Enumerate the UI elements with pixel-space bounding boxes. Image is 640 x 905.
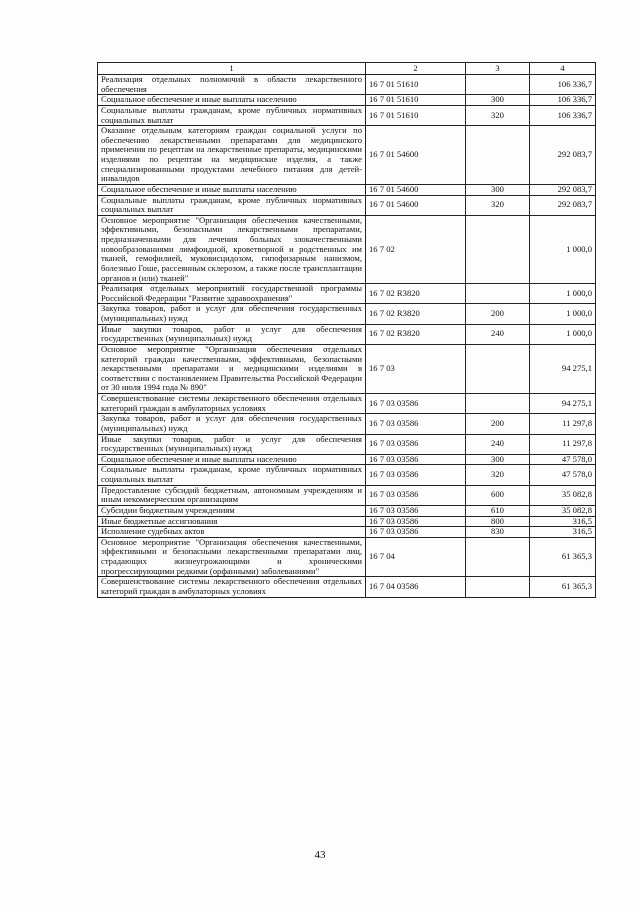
table-row <box>98 344 596 393</box>
table-row <box>98 195 596 215</box>
table-row <box>98 527 596 538</box>
expense-type-code-cell: 200 <box>466 414 530 434</box>
table-row <box>98 324 596 344</box>
table-row <box>98 577 596 597</box>
table-row <box>98 454 596 465</box>
page-number: 43 <box>314 849 326 861</box>
expense-type-code-cell <box>466 344 530 393</box>
expense-type-code-cell: 830 <box>466 527 530 538</box>
expense-type-code-cell <box>466 75 530 95</box>
amount-cell: 316,5 <box>530 527 596 538</box>
expense-name-cell: Социальное обеспечение и иные выплаты населению <box>98 184 366 195</box>
expense-type-code-cell <box>466 394 530 414</box>
expense-name-cell: Оказание отдельным категориям граждан социальной услуги по обеспечению лекарственными препаратами для медицинского применения по рецептам на лекарственные препараты, медицинскими изделиями по рецептам на медицинские изделия, а также специализированными продуктами лечебного питания для детей-инвалидов <box>98 126 366 185</box>
expense-name-cell: Социальное обеспечение и иные выплаты населению <box>98 95 366 106</box>
amount-cell: 47 578,0 <box>530 465 596 485</box>
amount-cell: 35 082,8 <box>530 505 596 516</box>
table-row <box>98 284 596 304</box>
amount-cell: 1 000,0 <box>530 304 596 324</box>
expense-type-code-cell: 240 <box>466 324 530 344</box>
table-row <box>98 394 596 414</box>
expense-name-cell: Иные закупки товаров, работ и услуг для обеспечения государственных (муниципальных) нужд <box>98 324 366 344</box>
target-article-code-cell: 16 7 01 51610 <box>366 105 466 125</box>
target-article-code-cell: 16 7 04 <box>366 537 466 577</box>
expense-type-code-cell <box>466 215 530 283</box>
target-article-code-cell: 16 7 03 03586 <box>366 394 466 414</box>
target-article-code-cell: 16 7 03 03586 <box>366 485 466 505</box>
target-article-code-cell: 16 7 01 51610 <box>366 95 466 106</box>
target-article-code-cell: 16 7 02 R3820 <box>366 304 466 324</box>
expense-name-cell: Совершенствование системы лекарственного обеспечения отдельных категорий граждан в амбулаторных условиях <box>98 394 366 414</box>
amount-cell: 292 083,7 <box>530 126 596 185</box>
table-header <box>98 63 596 75</box>
target-article-code-cell: 16 7 03 03586 <box>366 434 466 454</box>
expense-name-cell: Закупка товаров, работ и услуг для обеспечения государственных (муниципальных) нужд <box>98 414 366 434</box>
table-row <box>98 465 596 485</box>
target-article-code-cell: 16 7 03 03586 <box>366 527 466 538</box>
expense-name-cell: Социальные выплаты гражданам, кроме публичных нормативных социальных выплат <box>98 195 366 215</box>
target-article-code-cell: 16 7 01 51610 <box>366 75 466 95</box>
table-row <box>98 537 596 577</box>
amount-cell: 316,5 <box>530 516 596 527</box>
expense-name-cell: Социальное обеспечение и иные выплаты населению <box>98 454 366 465</box>
table-row <box>98 485 596 505</box>
expense-type-code-cell: 300 <box>466 95 530 106</box>
expense-name-cell: Основное мероприятие "Организация обеспечения качественными, эффективными, безопасными лекарственными препаратами, предназначенными для лечения больных злокачественными новообразованиями лимфоидной, кроветворной и родственных им тканей, гемофилией, муковисцидозом, гипофизарным нанизмом, болезнью Гоше, рассеянным склерозом, а также после трансплантации органов и (или) тканей" <box>98 215 366 283</box>
table-row <box>98 304 596 324</box>
target-article-code-cell: 16 7 02 R3820 <box>366 324 466 344</box>
amount-cell: 11 297,8 <box>530 414 596 434</box>
expense-name-cell: Социальные выплаты гражданам, кроме публичных нормативных социальных выплат <box>98 105 366 125</box>
column-header-4: 4 <box>530 63 596 75</box>
expense-name-cell: Совершенствование системы лекарственного обеспечения отдельных категорий граждан в амбулаторных условиях <box>98 577 366 597</box>
amount-cell: 1 000,0 <box>530 324 596 344</box>
target-article-code-cell: 16 7 04 03586 <box>366 577 466 597</box>
amount-cell: 106 336,7 <box>530 95 596 106</box>
budget-table <box>97 62 596 598</box>
table-row <box>98 184 596 195</box>
table-row <box>98 126 596 185</box>
table-row <box>98 215 596 283</box>
expense-name-cell: Субсидии бюджетным учреждениям <box>98 505 366 516</box>
target-article-code-cell: 16 7 03 03586 <box>366 505 466 516</box>
amount-cell: 61 365,3 <box>530 537 596 577</box>
expense-type-code-cell <box>466 537 530 577</box>
amount-cell: 292 083,7 <box>530 184 596 195</box>
table-row <box>98 95 596 106</box>
expense-type-code-cell: 800 <box>466 516 530 527</box>
expense-type-code-cell: 320 <box>466 105 530 125</box>
target-article-code-cell: 16 7 03 03586 <box>366 465 466 485</box>
expense-name-cell: Закупка товаров, работ и услуг для обеспечения государственных (муниципальных) нужд <box>98 304 366 324</box>
amount-cell: 94 275,1 <box>530 394 596 414</box>
expense-type-code-cell: 300 <box>466 184 530 195</box>
target-article-code-cell: 16 7 03 03586 <box>366 414 466 434</box>
table-row <box>98 414 596 434</box>
expense-type-code-cell: 200 <box>466 304 530 324</box>
table-row <box>98 75 596 95</box>
target-article-code-cell: 16 7 01 54600 <box>366 195 466 215</box>
target-article-code-cell: 16 7 02 <box>366 215 466 283</box>
amount-cell: 106 336,7 <box>530 105 596 125</box>
expense-type-code-cell: 320 <box>466 465 530 485</box>
expense-name-cell: Социальные выплаты гражданам, кроме публичных нормативных социальных выплат <box>98 465 366 485</box>
column-header-1: 1 <box>98 63 366 75</box>
column-header-3: 3 <box>466 63 530 75</box>
table-body <box>98 75 596 598</box>
expense-type-code-cell: 600 <box>466 485 530 505</box>
expense-type-code-cell: 300 <box>466 454 530 465</box>
target-article-code-cell: 16 7 01 54600 <box>366 126 466 185</box>
table-row <box>98 105 596 125</box>
expense-name-cell: Иные закупки товаров, работ и услуг для обеспечения государственных (муниципальных) нужд <box>98 434 366 454</box>
amount-cell: 94 275,1 <box>530 344 596 393</box>
table-row <box>98 434 596 454</box>
expense-type-code-cell: 320 <box>466 195 530 215</box>
target-article-code-cell: 16 7 03 03586 <box>366 454 466 465</box>
amount-cell: 35 082,8 <box>530 485 596 505</box>
amount-cell: 106 336,7 <box>530 75 596 95</box>
amount-cell: 47 578,0 <box>530 454 596 465</box>
expense-type-code-cell <box>466 577 530 597</box>
amount-cell: 11 297,8 <box>530 434 596 454</box>
amount-cell: 61 365,3 <box>530 577 596 597</box>
expense-name-cell: Иные бюджетные ассигнования <box>98 516 366 527</box>
target-article-code-cell: 16 7 01 54600 <box>366 184 466 195</box>
target-article-code-cell: 16 7 02 R3820 <box>366 284 466 304</box>
amount-cell: 292 083,7 <box>530 195 596 215</box>
expense-name-cell: Основное мероприятие "Организация обеспечения качественными, эффективными и безопасными лекарственными препаратами лиц, страдающих жизнеугрожающими и хроническими прогрессирующими редкими (орфанными) заболеваниями" <box>98 537 366 577</box>
table-row <box>98 516 596 527</box>
table-row <box>98 505 596 516</box>
expense-type-code-cell <box>466 284 530 304</box>
expense-name-cell: Исполнение судебных актов <box>98 527 366 538</box>
expense-type-code-cell: 240 <box>466 434 530 454</box>
amount-cell: 1 000,0 <box>530 284 596 304</box>
expense-name-cell: Основное мероприятие "Организация обеспечения отдельных категорий граждан качественными, эффективными, безопасными лекарственными препаратами и медицинскими изделиями в соответствии с постановлением Правительства Российской Федерации от 30 июля 1994 года № 890" <box>98 344 366 393</box>
header-row <box>98 63 596 75</box>
target-article-code-cell: 16 7 03 <box>366 344 466 393</box>
target-article-code-cell: 16 7 03 03586 <box>366 516 466 527</box>
expense-name-cell: Предоставление субсидий бюджетным, автономным учреждениям и иным некоммерческим организациям <box>98 485 366 505</box>
expense-name-cell: Реализация отдельных мероприятий государственной программы Российской Федерации "Развитие здравоохранения" <box>98 284 366 304</box>
expense-type-code-cell: 610 <box>466 505 530 516</box>
expense-type-code-cell <box>466 126 530 185</box>
amount-cell: 1 000,0 <box>530 215 596 283</box>
column-header-2: 2 <box>366 63 466 75</box>
expense-name-cell: Реализация отдельных полномочий в области лекарственного обеспечения <box>98 75 366 95</box>
